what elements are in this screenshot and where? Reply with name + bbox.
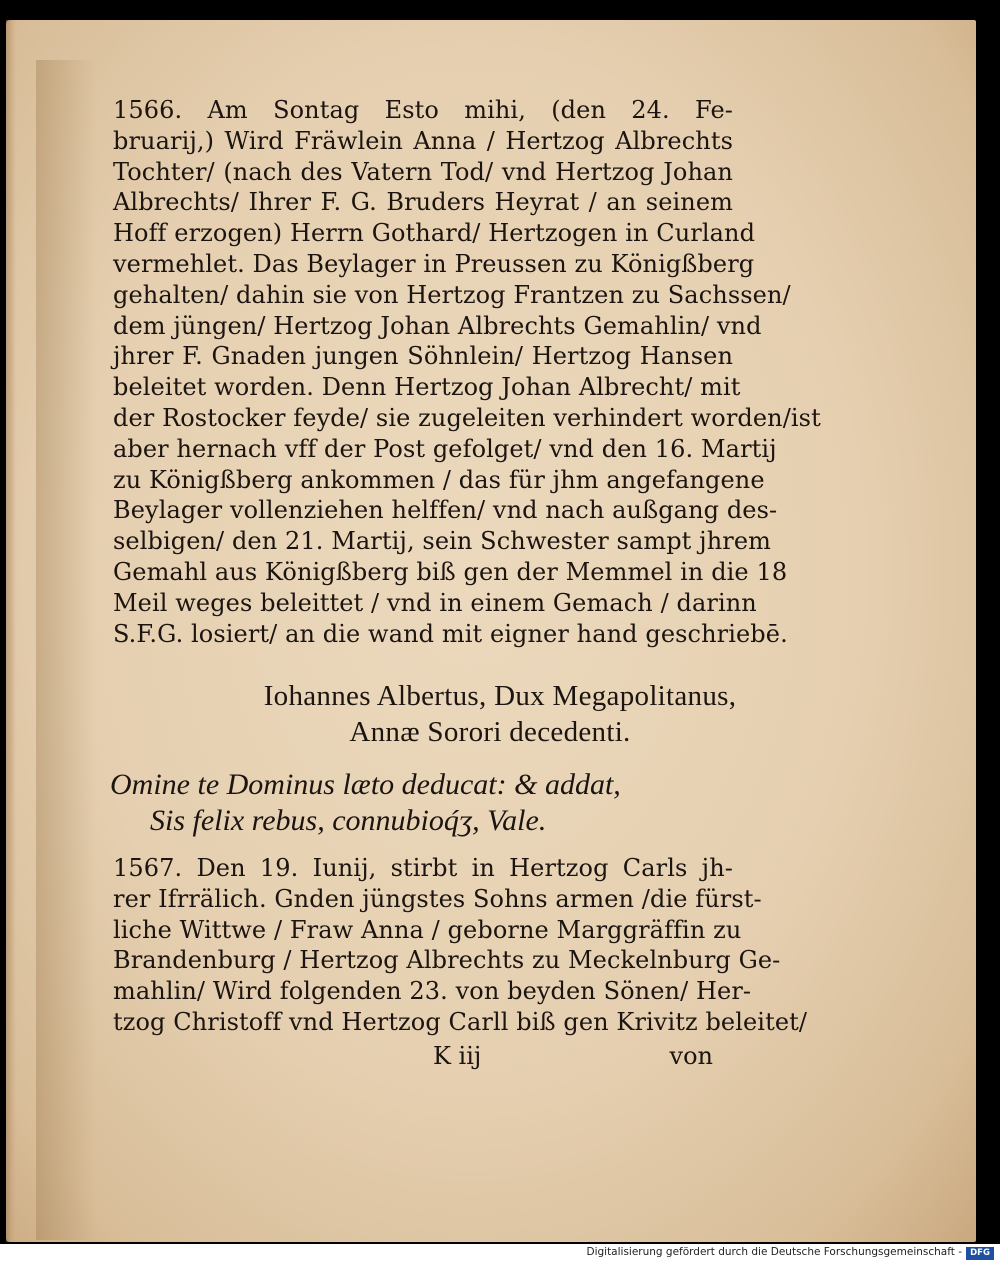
text-line: Tochter/ (nach des Vatern Tod/ vnd Hertzog Johan: [113, 157, 733, 186]
text-line: Brandenburg / Hertzog Albrechts zu Meckelnburg Ge-: [113, 946, 781, 975]
text-line: selbigen/ den 21. Martij, sein Schwester sampt jhrem: [113, 527, 771, 556]
text-line: Albrechts/ Ihrer F. G. Bruders Heyrat / an seinem: [113, 188, 733, 217]
page-footer-marks: [113, 1042, 713, 1074]
latin-heading-line-1: Iohannes Albertus, Dux Megapolitanus,: [263, 680, 737, 712]
text-line: S.F.G. losiert/ an die wand mit eigner hand geschriebē.: [113, 619, 788, 648]
text-line: Meil weges beleittet / vnd in einem Gemach / darinn: [113, 588, 757, 617]
text-line: zu Königßberg ankommen / das für jhm angefangene: [113, 465, 765, 494]
text-line: Hoff erzogen) Herrn Gothard/ Hertzogen in Curland: [113, 219, 756, 248]
catchword: von: [669, 1042, 713, 1070]
text-line: liche Wittwe / Fraw Anna / geborne Marggräffin zu: [113, 915, 742, 944]
text-line: tzog Christoff vnd Hertzog Carll biß gen Krivitz beleitet/: [113, 1007, 808, 1036]
text-line: rer Ifrrälich. Gnden jüngstes Sohns armen /die fürst-: [113, 884, 762, 913]
latin-heading-line-2: Annæ Sorori decedenti.: [349, 716, 631, 748]
text-line: aber hernach vff der Post gefolget/ vnd den 16. Martij: [113, 434, 777, 463]
dfg-logo: DFG: [966, 1247, 994, 1260]
paragraph-1567: [113, 853, 808, 1038]
page-stain: [36, 60, 96, 1240]
text-line: der Rostocker feyde/ sie zugeleiten verhindert worden/ist: [113, 403, 821, 432]
digitization-credit-bar: [0, 1244, 1000, 1264]
text-line: 1566. Am Sontag Esto mihi, (den 24. Fe-: [113, 96, 733, 124]
text-line: beleitet worden. Denn Hertzog Johan Albrecht/ mit: [113, 373, 741, 402]
text-line: dem jüngen/ Hertzog Johan Albrechts Gemahlin/ vnd: [113, 311, 762, 340]
text-line: gehalten/ dahin sie von Hertzog Frantzen zu Sachssen/: [113, 280, 791, 309]
page-gutter-edge: [6, 20, 16, 1242]
verse-line-1: Omine te Dominus læto deducat: & addat,: [110, 768, 621, 801]
text-line: bruarij,) Wird Fräwlein Anna / Hertzog Albrechts: [113, 126, 733, 155]
text-line: Beylager vollenziehen helffen/ vnd nach außgang des-: [113, 496, 778, 525]
text-line: Gemahl aus Königßberg biß gen der Memmel in die 18: [113, 557, 788, 586]
paragraph-1566: [113, 95, 821, 649]
funding-credit-text: Digitalisierung gefördert durch die Deutsche Forschungsgemeinschaft -: [586, 1246, 962, 1258]
text-line: 1567. Den 19. Iunij, stirbt in Hertzog Carls jh-: [113, 854, 733, 882]
text-line: jhrer F. Gnaden jungen Söhnlein/ Hertzog Hansen: [113, 342, 733, 371]
signature-mark: K iij: [433, 1042, 482, 1070]
text-line: vermehlet. Das Beylager in Preussen zu Königßberg: [113, 249, 755, 278]
verse-line-2: Sis felix rebus, connubioq́ʒ, Vale.: [150, 804, 547, 837]
text-line: mahlin/ Wird folgenden 23. von beyden Sönen/ Her-: [113, 977, 752, 1006]
